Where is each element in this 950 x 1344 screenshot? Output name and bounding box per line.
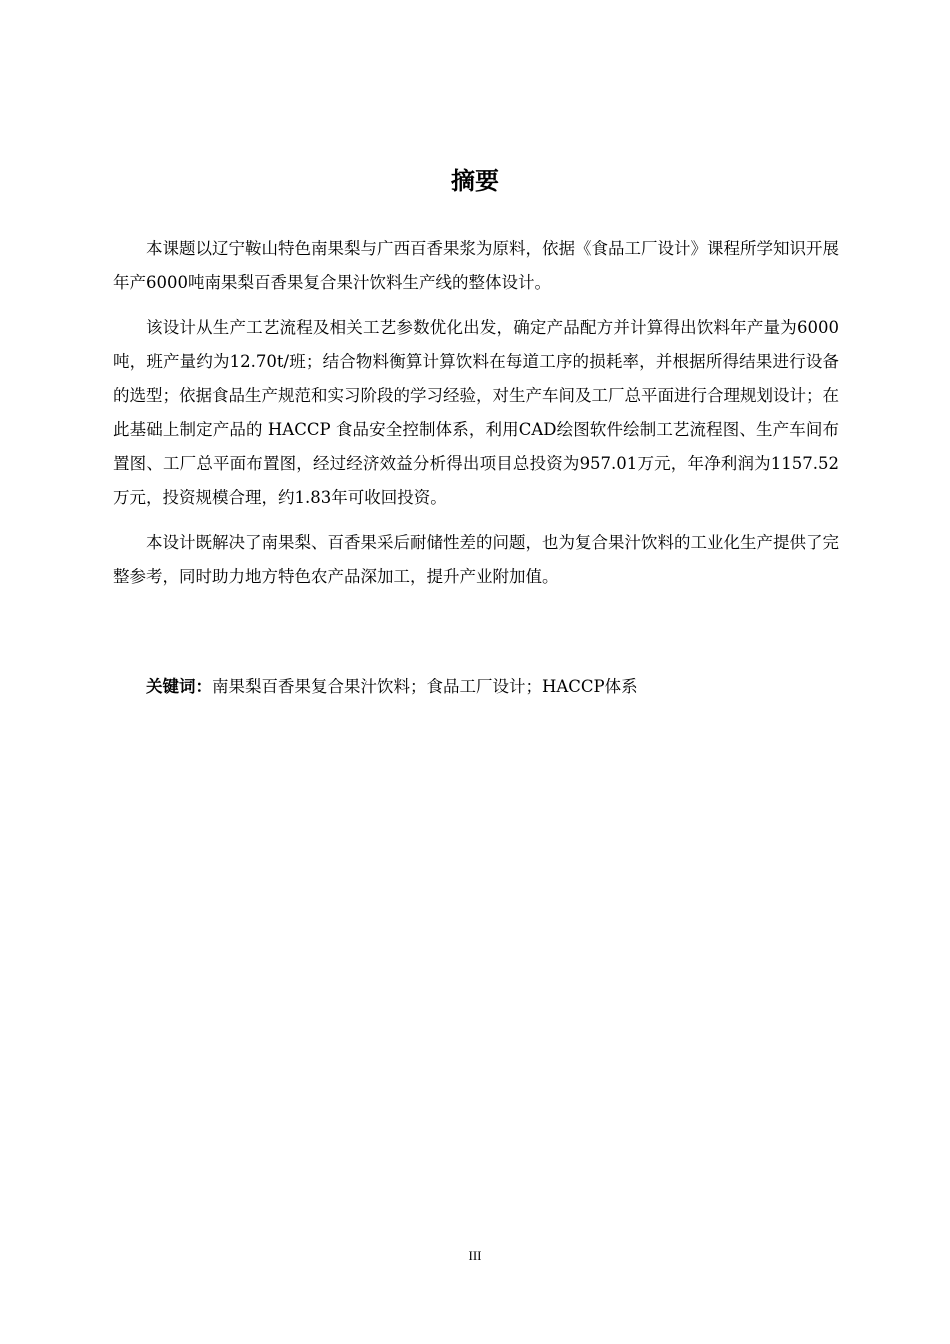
abstract-title: 摘要 [451, 167, 499, 195]
keywords-text: 南果梨百香果复合果汁饮料；食品工厂设计；HACCP体系 [212, 677, 638, 696]
page-number: III [468, 1248, 482, 1263]
abstract-paragraph-3: 本设计既解决了南果梨、百香果采后耐储性差的问题，也为复合果汁饮料的工业化生产提供了完整参考，同时助力地方特色农产品深加工，提升产业附加值。 [113, 533, 839, 586]
abstract-paragraph-1: 本课题以辽宁鞍山特色南果梨与广西百香果浆为原料，依据《食品工厂设计》课程所学知识开展年产6000吨南果梨百香果复合果汁饮料生产线的整体设计。 [113, 239, 839, 292]
abstract-body [113, 232, 839, 605]
abstract-paragraph-2: 该设计从生产工艺流程及相关工艺参数优化出发，确定产品配方并计算得出饮料年产量为6000吨，班产量约为12.70t/班；结合物料衡算计算饮料在每道工序的损耗率，并根据所得结果进行设备的选型；依据食品生产规范和实习阶段的学习经验，对生产车间及工厂总平面进行合理规划设计；在此基础上制定产品的 HACCP 食品安全控制体系，利用CAD绘图软件绘制工艺流程图、生产车间布置图、工厂总平面布置图，经过经济效益分析得出项目总投资为957.01万元，年净利润为1157.52万元，投资规模合理，约1.83年可收回投资。 [113, 318, 839, 507]
keywords-line [113, 670, 839, 704]
keywords-label: 关键词： [146, 677, 212, 696]
